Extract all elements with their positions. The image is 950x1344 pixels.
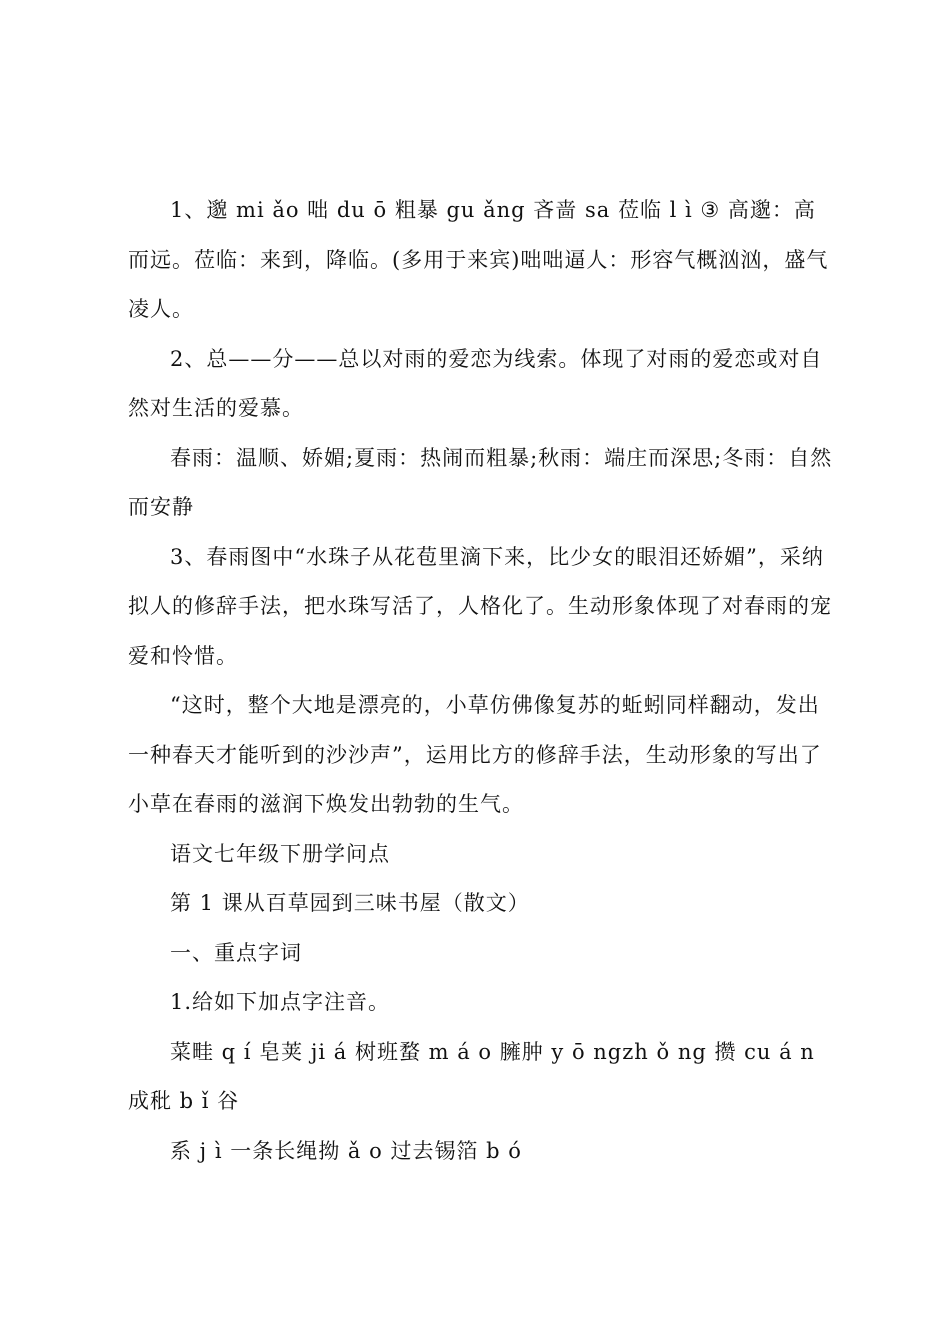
pinyin-line-2: 系 j ì 一条长绳拗 ǎ o 过去锡箔 b ó [170, 1138, 522, 1163]
paragraph-structure: 2、总——分——总以对雨的爱恋为线索。体现了对雨的爱恋或对自然对生活的爱慕。 [128, 346, 823, 420]
section-heading: 语文七年级下册学问点 [170, 841, 390, 866]
paragraph-seasonal-rain: 春雨：温顺、娇媚;夏雨：热闹而粗暴;秋雨：端庄而深思;冬雨：自然而安静 [128, 445, 833, 519]
exercise-instruction: 1.给如下加点字注音。 [170, 990, 391, 1014]
paragraph-grass-analysis: “这时，整个大地是漂亮的，小草仿佛像复苏的蚯蚓同样翻动，发出一种春天才能听到的沙沙声”，运用比方的修辞手法，生动形象的写出了小草在春雨的滋润下焕发出勃勃的生气。 [128, 693, 822, 816]
document-body [128, 186, 834, 1176]
paragraph-spring-rain-analysis: 3、春雨图中“水珠子从花苞里滴下来，比少女的眼泪还娇媚”，采纳拟人的修辞手法，把水珠写活了，人格化了。生动形象体现了对春雨的宠爱和怜惜。 [128, 544, 832, 668]
pinyin-line-1: 菜畦 q í 皂荚 ji á 树班蝥 m á o 臃肿 y ō ngzh ǒ ng 攒 cu á n 成秕 b ǐ 谷 [128, 1039, 815, 1113]
subsection-heading: 一、重点字词 [170, 940, 302, 965]
paragraph-vocabulary-notes: 1、邈 mi ǎo 咄 du ō 粗暴 gu ǎng 吝啬 sa 莅临 l ì ③ 高邈：高而远。莅临：来到，降临。(多用于来宾)咄咄逼人：形容气概汹汹，盛气凌人。 [128, 198, 829, 321]
lesson-title: 第 1 课从百草园到三味书屋（散文） [170, 891, 530, 915]
